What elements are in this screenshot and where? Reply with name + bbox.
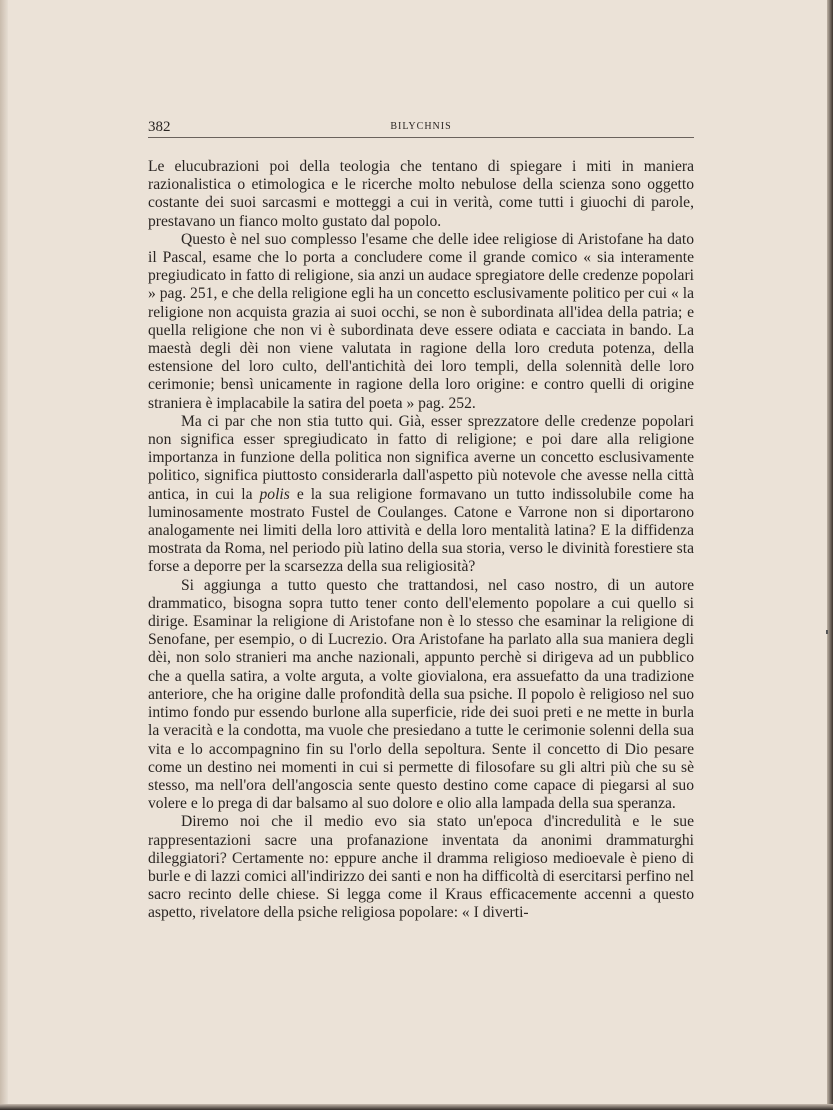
- paragraph: [148, 413, 694, 577]
- paper-speck: [826, 630, 828, 634]
- paragraph: [148, 577, 694, 814]
- paragraph-text: Questo è nel suo complesso l'esame che delle idee religiose di Aristofane ha dato il Pascal, esame che lo porta a concludere come il grande comico « sia interamente pregiudicato in fatto di religione, sia anzi un audace spregiatore delle credenze popolari » pag. 251, e che della religione egli ha un concetto esclusivamente politico per cui « la religione non acquista grazia ai suoi occhi, se non è subordinata all'idea della patria; e quella religione che non vi è subordinata deve essere odiata e cacciata in bando. La maestà degli dèi non viene valutata in ragione della loro creduta potenza, della estensione del loro culto, dell'antichità dei loro templi, della solennità delle loro cerimonie; bensì unicamente in ragione della loro origine: e contro quelli di origine straniera è implacabile la satira del poeta » pag. 252.: [148, 230, 694, 412]
- paragraph: [148, 813, 694, 922]
- page-left-edge: [0, 0, 8, 1110]
- page-bottom-edge: [0, 1104, 833, 1110]
- page-header: [148, 117, 694, 138]
- paragraph-text: e la sua religione formavano un tutto indissolubile come ha luminosamente mostrato Fustel de Coulanges. Catone e Varrone non si diportarono analogamente nei limiti della loro attività e della loro mentalità latina? E la diffidenza mostrata da Roma, nel periodo più latino della sua storia, verso le divinità forestiere sta forse a deporre per la scarsezza della sua religiosità?: [148, 485, 694, 576]
- body-text: [148, 158, 694, 923]
- page-number: 382: [148, 119, 171, 135]
- paragraph: [148, 158, 694, 231]
- paragraph-text: Ma ci par che non stia tutto qui. Già, esser sprezzatore delle credenze popolari non significa esser spregiudicato in fatto di religione; e poi dare alla religione importanza in funzione della politica non significa averne un concetto esclusivamente politico, significa piuttosto considerarla dall'aspetto più notevole che avesse nella città antica, in cui la: [148, 412, 694, 503]
- paragraph: [148, 231, 694, 413]
- paragraph-text: Diremo noi che il medio evo sia stato un'epoca d'incredulità e le sue rappresentazioni sacre una profanazione inventata da anonimi drammaturghi dileggiatori? Certamente no: eppure anche il dramma religioso medioevale è pieno di burle e di lazzi comici all'indirizzo dei santi e non ha difficoltà di esercitarsi perfino nel sacro recinto delle chiese. Si legga come il Kraus efficacemente accenni a questo aspetto, rivelatore della psiche religiosa popolare: « I diverti-: [148, 813, 694, 922]
- italic-term: polis: [259, 485, 290, 503]
- page-right-edge: [827, 0, 833, 1110]
- running-head: BILYCHNIS: [390, 121, 452, 132]
- paragraph-text: Le elucubrazioni poi della teologia che tentano di spiegare i miti in maniera razionalistica o etimologica e le ricerche molto nebulose della scienza sono oggetto costante dei suoi sarcasmi e motteggi a cui in verità, come tutti i giuochi di parole, prestavano un fianco molto gustato dal popolo.: [148, 158, 694, 230]
- paragraph-text: Si aggiunga a tutto questo che trattandosi, nel caso nostro, di un autore drammatico, bisogna sopra tutto tener conto dell'elemento popolare a cui quello si dirige. Esaminar la religione di Aristofane non è lo stesso che esaminar la religione di Senofane, per esempio, o di Lucrezio. Ora Aristofane ha parlato alla sua maniera degli dèi, non solo stranieri ma anche nazionali, appunto perchè si dirigeva ad un pubblico che a quella satira, a volte arguta, a volte giovialona, era assuefatto da una tradizione anteriore, che ha origine dalle profondità della sua psiche. Il popolo è religioso nel suo intimo fondo pur essendo burlone alla superficie, ride dei suoi preti e ne mette in burla la veracità e la condotta, ma vuole che presiedano a tutte le cerimonie solenni della sua vita e lo accompagnino fin su l'orlo della sepoltura. Sente il concetto di Dio pesare come un destino nei momenti in cui si permette di filosofare su gli altri più che su sè stesso, ma nell'ora dell'angoscia sente questo destino come capace di piegarsi al suo volere e lo prega di dar balsamo al suo dolore e olio alla lampada della sua speranza.: [148, 576, 694, 813]
